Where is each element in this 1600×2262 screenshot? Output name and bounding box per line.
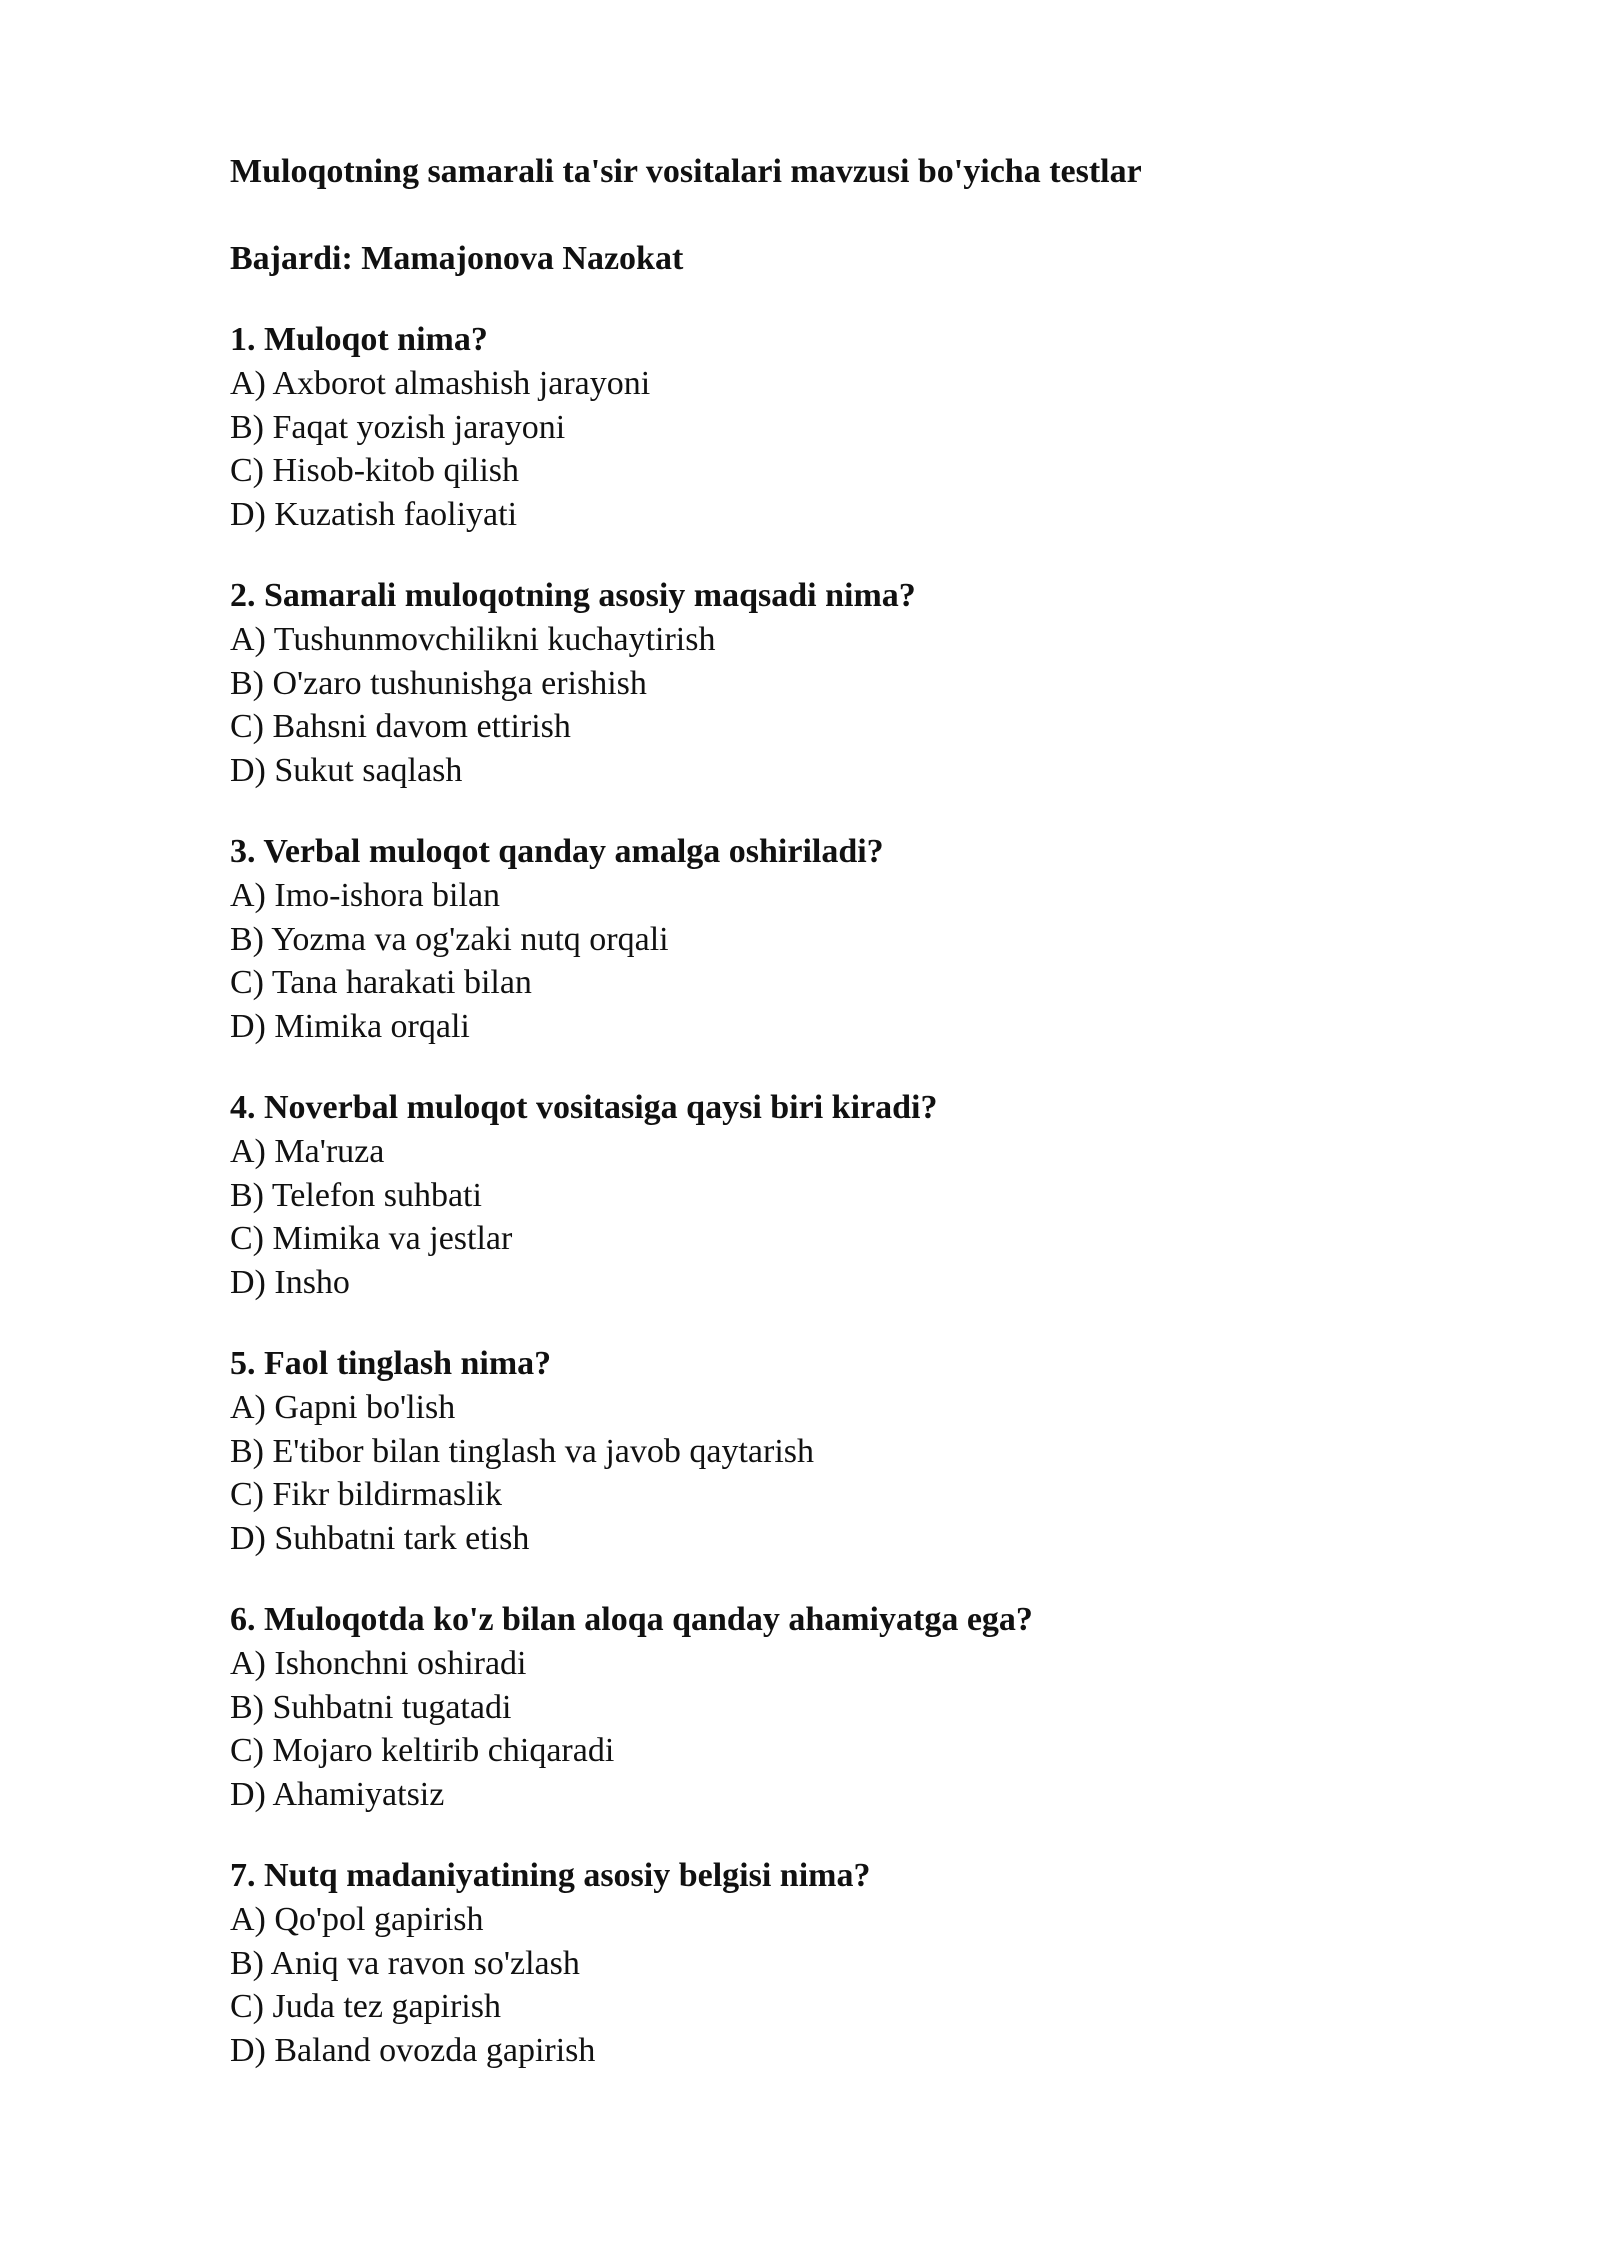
option-list [230, 1642, 1430, 1816]
option-a: A) Tushunmovchilikni kuchaytirish [230, 621, 716, 658]
question-text: 3. Verbal muloqot qanday amalga oshiriladi? [230, 833, 884, 870]
option-a: A) Ishonchni oshiradi [230, 1645, 527, 1682]
question-1 [230, 318, 1430, 574]
document-title: Muloqotning samarali ta'sir vositalari mavzusi bo'yicha testlar [230, 153, 1142, 190]
option-b: B) E'tibor bilan tinglash va javob qaytarish [230, 1432, 815, 1470]
option-list [230, 362, 1430, 536]
option-d: D) Baland ovozda gapirish [230, 2031, 596, 2069]
question-6 [230, 1598, 1430, 1854]
option-d: D) Suhbatni tark etish [230, 1519, 530, 1557]
option-c: C) Mimika va jestlar [230, 1220, 513, 1257]
option-c: C) Fikr bildirmaslik [230, 1476, 502, 1513]
option-b: B) Faqat yozish jarayoni [230, 408, 566, 446]
option-c: C) Tana harakati bilan [230, 964, 532, 1001]
question-text: 5. Faol tinglash nima? [230, 1345, 552, 1382]
option-b: B) O'zaro tushunishga erishish [230, 664, 647, 702]
option-a: A) Axborot almashish jarayoni [230, 365, 651, 402]
option-b: B) Yozma va og'zaki nutq orqali [230, 920, 669, 958]
option-a: A) Qo'pol gapirish [230, 1901, 484, 1938]
question-5 [230, 1342, 1430, 1598]
question-text: 4. Noverbal muloqot vositasiga qaysi biri kiradi? [230, 1089, 938, 1126]
question-4 [230, 1086, 1430, 1342]
option-d: D) Sukut saqlash [230, 751, 463, 789]
option-c: C) Hisob-kitob qilish [230, 452, 520, 489]
question-7 [230, 1854, 1430, 2110]
option-a: A) Gapni bo'lish [230, 1389, 456, 1426]
option-c: C) Mojaro keltirib chiqaradi [230, 1732, 615, 1769]
option-b: B) Aniq va ravon so'zlash [230, 1944, 580, 1982]
question-text: 7. Nutq madaniyatining asosiy belgisi nima? [230, 1857, 871, 1894]
option-list [230, 1898, 1430, 2072]
document-page [230, 150, 1430, 2110]
option-d: D) Mimika orqali [230, 1007, 470, 1045]
option-a: A) Ma'ruza [230, 1133, 385, 1170]
question-2 [230, 574, 1430, 830]
option-d: D) Ahamiyatsiz [230, 1775, 445, 1813]
question-text: 2. Samarali muloqotning asosiy maqsadi nima? [230, 577, 916, 614]
option-list [230, 874, 1430, 1048]
question-text: 6. Muloqotda ko'z bilan aloqa qanday ahamiyatga ega? [230, 1601, 1033, 1638]
question-text: 1. Muloqot nima? [230, 321, 488, 358]
option-c: C) Juda tez gapirish [230, 1988, 501, 2025]
option-list [230, 1386, 1430, 1560]
question-3 [230, 830, 1430, 1086]
option-a: A) Imo-ishora bilan [230, 877, 501, 914]
option-list [230, 618, 1430, 792]
option-c: C) Bahsni davom ettirish [230, 708, 571, 745]
option-d: D) Insho [230, 1263, 350, 1301]
option-b: B) Telefon suhbati [230, 1176, 482, 1214]
option-list [230, 1130, 1430, 1304]
document-author: Bajardi: Mamajonova Nazokat [230, 240, 684, 277]
option-b: B) Suhbatni tugatadi [230, 1688, 512, 1726]
option-d: D) Kuzatish faoliyati [230, 495, 518, 533]
question-list [230, 318, 1430, 2110]
